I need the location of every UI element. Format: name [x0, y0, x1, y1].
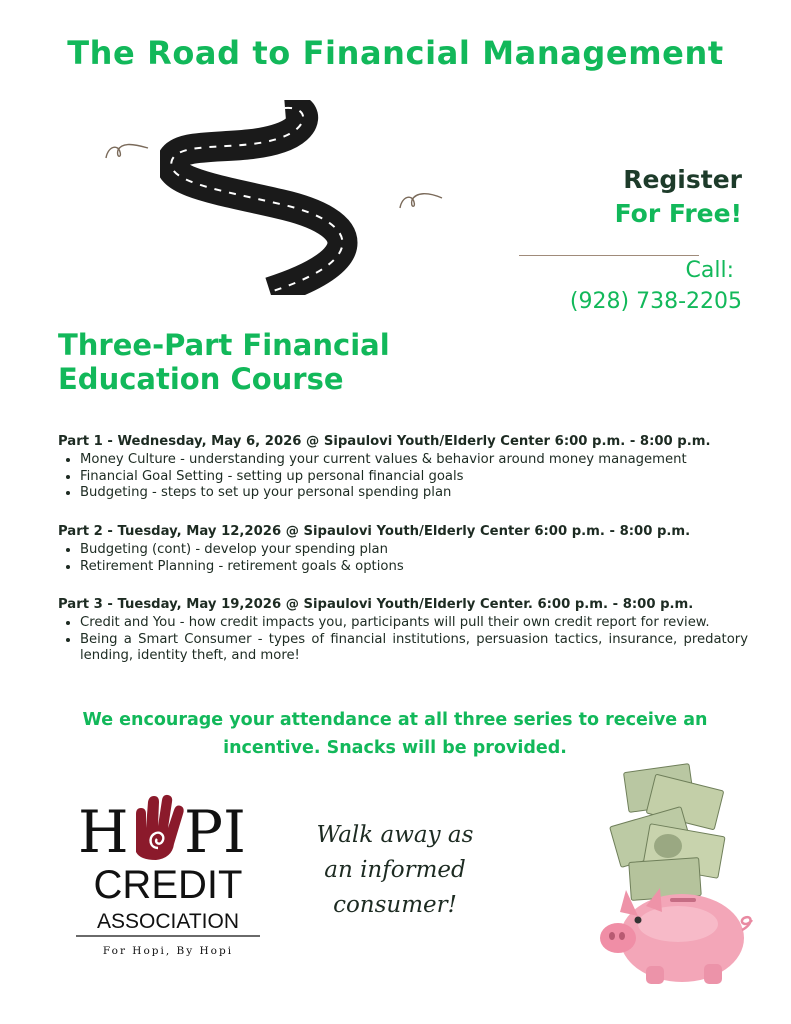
logo-letter-h: H — [78, 798, 129, 866]
logo-tagline: For Hopi, By Hopi — [102, 945, 234, 957]
list-item: • Budgeting - steps to set up your personal spending plan — [80, 485, 748, 502]
subtitle-line: Education Course — [58, 362, 344, 396]
slogan-line: Walk away as — [316, 822, 474, 848]
hopi-credit-association-logo — [74, 792, 262, 960]
logo-credit: CREDIT — [93, 863, 243, 907]
list-item: • Money Culture - understanding your current values & behavior around money management — [80, 452, 748, 469]
pig-body — [600, 888, 752, 984]
subtitle-line: Three-Part Financial — [58, 328, 390, 362]
bird-squiggle-icon — [398, 188, 444, 210]
part-2-section — [58, 524, 748, 575]
hopi-hand-logo — [136, 795, 184, 860]
part-heading: Part 3 - Tuesday, May 19,2026 @ Sipaulovi Youth/Elderly Center. 6:00 p.m. - 8:00 p.m. — [58, 597, 694, 612]
register-callout — [615, 163, 742, 231]
slogan-line: an informed — [324, 857, 466, 883]
part-heading: Part 1 - Wednesday, May 6, 2026 @ Sipaulovi Youth/Elderly Center 6:00 p.m. - 8:00 p.m. — [58, 434, 711, 449]
part-3-section — [58, 597, 748, 665]
phone-number[interactable]: (928) 738-2205 — [569, 289, 742, 314]
course-subtitle — [58, 328, 390, 396]
list-item: • Being a Smart Consumer - types of financial institutions, persuasion tactics, insurance, predatory lending, identity theft, and more! — [80, 632, 748, 665]
list-item: • Budgeting (cont) - develop your spending plan — [80, 542, 748, 559]
logo-association: ASSOCIATION — [97, 910, 239, 933]
register-line: Register — [623, 165, 742, 194]
page-title: The Road to Financial Management — [67, 34, 724, 72]
logo-letters-pi: PI — [184, 798, 246, 866]
call-label: Call: — [685, 258, 734, 283]
bird-squiggle-icon — [104, 140, 150, 162]
slogan-line: consumer! — [333, 892, 457, 918]
list-item: • Credit and You - how credit impacts you, participants will pull their own credit report for review. — [80, 615, 748, 632]
cash-bills — [610, 764, 725, 901]
part-heading: Part 2 - Tuesday, May 12,2026 @ Sipaulovi Youth/Elderly Center 6:00 p.m. - 8:00 p.m. — [58, 524, 691, 539]
for-free-line: For Free! — [614, 199, 742, 228]
part-1-section — [58, 434, 748, 502]
piggy-bank-money-illustration — [586, 760, 756, 988]
list-item: • Financial Goal Setting - setting up personal financial goals — [80, 469, 748, 486]
encouragement-note: We encourage your attendance at all three series to receive an incentive. Snacks will be provided. — [82, 710, 708, 758]
winding-road-illustration — [160, 100, 390, 295]
call-block — [570, 255, 742, 317]
list-item: • Retirement Planning - retirement goals & options — [80, 559, 748, 576]
walk-away-slogan — [290, 818, 500, 923]
